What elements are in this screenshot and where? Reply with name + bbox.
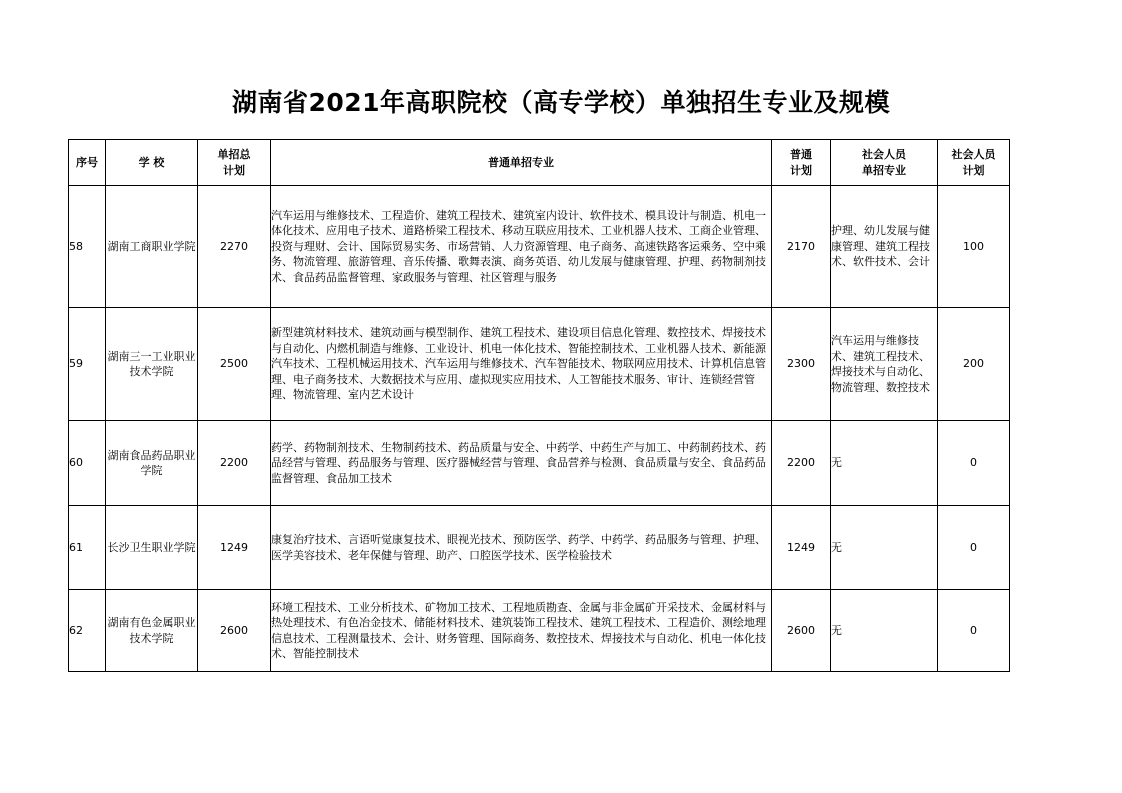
table-row <box>69 421 1010 506</box>
majors-cell: 汽车运用与维修技术、工程造价、建筑工程技术、建筑室内设计、软件技术、模具设计与制造、机电一体化技术、应用电子技术、道路桥梁工程技术、移动互联应用技术、工业机器人技术、工商企业管理、投资与理财、会计、国际贸易实务、市场营销、人力资源管理、电子商务、高速铁路客运乘务、空中乘务、物流管理、旅游管理、音乐传播、歌舞表演、商务英语、幼儿发展与健康管理、护理、药物制剂技术、食品药品监督管理、家政服务与管理、社区管理与服务 <box>271 186 772 308</box>
majors-cell: 新型建筑材料技术、建筑动画与模型制作、建筑工程技术、建设项目信息化管理、数控技术、焊接技术与自动化、内燃机制造与维修、工业设计、机电一体化技术、智能控制技术、工业机器人技术、新能源汽车技术、工程机械运用技术、汽车运用与维修技术、汽车智能技术、物联网应用技术、计算机信息管理、电子商务技术、大数据技术与应用、虚拟现实应用技术、人工智能技术服务、审计、连锁经营管理、物流管理、室内艺术设计 <box>271 308 772 421</box>
school-cell: 长沙卫生职业学院 <box>106 506 198 590</box>
total-plan-cell: 1249 <box>198 506 271 590</box>
school-cell: 湖南食品药品职业学院 <box>106 421 198 506</box>
enrollment-table <box>68 139 1010 672</box>
social-plan-cell: 200 <box>938 308 1010 421</box>
social-plan-cell: 0 <box>938 590 1010 672</box>
social-majors-cell: 无 <box>831 506 938 590</box>
regular-plan-cell: 2600 <box>772 590 831 672</box>
school-cell: 湖南有色金属职业技术学院 <box>106 590 198 672</box>
header-total-plan: 单招总 计划 <box>198 140 271 186</box>
header-school: 学 校 <box>106 140 198 186</box>
social-plan-cell: 0 <box>938 506 1010 590</box>
social-majors-cell: 无 <box>831 421 938 506</box>
header-regular-plan: 普通 计划 <box>772 140 831 186</box>
regular-plan-cell: 2170 <box>772 186 831 308</box>
majors-cell: 康复治疗技术、言语听觉康复技术、眼视光技术、预防医学、药学、中药学、药品服务与管理、护理、医学美容技术、老年保健与管理、助产、口腔医学技术、医学检验技术 <box>271 506 772 590</box>
table-row <box>69 186 1010 308</box>
school-cell: 湖南工商职业学院 <box>106 186 198 308</box>
seq-cell: 60 <box>69 421 106 506</box>
total-plan-cell: 2600 <box>198 590 271 672</box>
table-row <box>69 308 1010 421</box>
header-seq: 序号 <box>69 140 106 186</box>
total-plan-cell: 2200 <box>198 421 271 506</box>
seq-cell: 58 <box>69 186 106 308</box>
regular-plan-cell: 2300 <box>772 308 831 421</box>
regular-plan-cell: 2200 <box>772 421 831 506</box>
social-majors-cell: 汽车运用与维修技术、建筑工程技术、焊接技术与自动化、物流管理、数控技术 <box>831 308 938 421</box>
social-plan-cell: 100 <box>938 186 1010 308</box>
school-cell: 湖南三一工业职业技术学院 <box>106 308 198 421</box>
seq-cell: 59 <box>69 308 106 421</box>
seq-cell: 61 <box>69 506 106 590</box>
page-title: 湖南省2021年高职院校（高专学校）单独招生专业及规模 <box>231 88 891 117</box>
total-plan-cell: 2270 <box>198 186 271 308</box>
social-plan-cell: 0 <box>938 421 1010 506</box>
table-header-row <box>69 140 1010 186</box>
seq-cell: 62 <box>69 590 106 672</box>
header-social-plan: 社会人员 计划 <box>938 140 1010 186</box>
social-majors-cell: 护理、幼儿发展与健康管理、建筑工程技术、软件技术、会计 <box>831 186 938 308</box>
header-majors: 普通单招专业 <box>271 140 772 186</box>
header-social-majors: 社会人员 单招专业 <box>831 140 938 186</box>
total-plan-cell: 2500 <box>198 308 271 421</box>
majors-cell: 环境工程技术、工业分析技术、矿物加工技术、工程地质勘查、金属与非金属矿开采技术、金属材料与热处理技术、有色冶金技术、储能材料技术、建筑装饰工程技术、建筑工程技术、工程造价、测绘地理信息技术、工程测量技术、会计、财务管理、国际商务、数控技术、焊接技术与自动化、机电一体化技术、智能控制技术 <box>271 590 772 672</box>
regular-plan-cell: 1249 <box>772 506 831 590</box>
table-row <box>69 506 1010 590</box>
table-row <box>69 590 1010 672</box>
majors-cell: 药学、药物制剂技术、生物制药技术、药品质量与安全、中药学、中药生产与加工、中药制药技术、药品经营与管理、药品服务与管理、医疗器械经营与管理、食品营养与检测、食品质量与安全、食品药品监督管理、食品加工技术 <box>271 421 772 506</box>
social-majors-cell: 无 <box>831 590 938 672</box>
